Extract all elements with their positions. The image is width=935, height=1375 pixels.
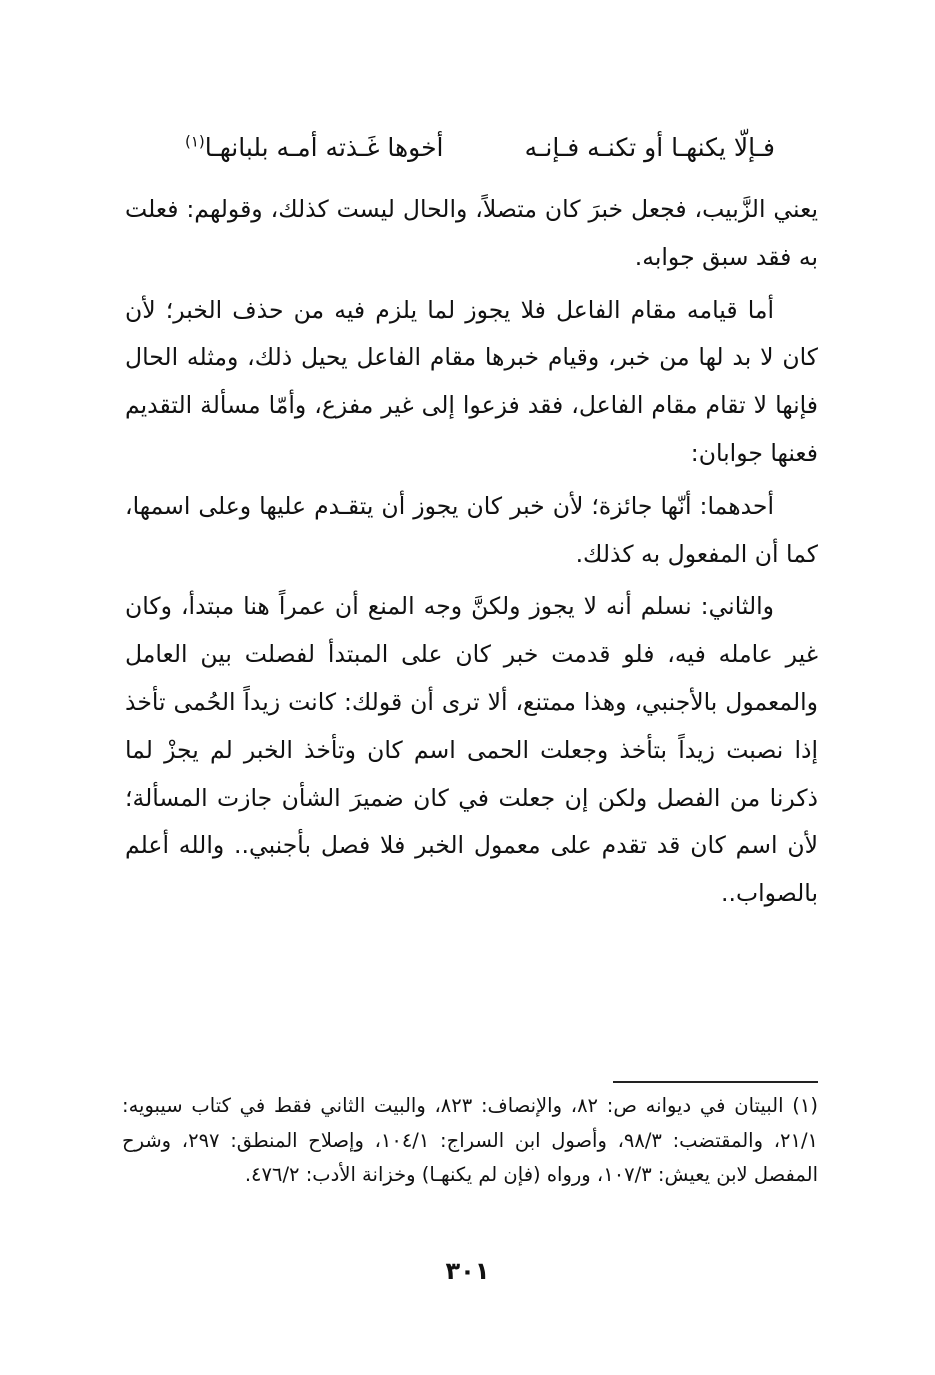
- verse-first-hemistich-text: فـإلّا يكنهـا أو تكنـه فـإنـه: [524, 133, 775, 162]
- verse-first-hemistich: [525, 126, 775, 170]
- paragraph-fail-substitute: أما قيامه مقام الفاعل فلا يجوز لما يلزم فيه من حذف الخبر؛ لأن كان لا بد لها من خبر، وقيام خبرها مقام الفاعل يحيل ذلك، ومثله الحال فإنها لا تقام مقام الفاعل، فقد فزعوا إلى غير مفزع، وأمّا مسألة التقديم فعنها جوابان:: [125, 295, 818, 467]
- paragraph-first-answer: أحدهما: أنّها جائزة؛ لأن خبر كان يجوز أن يتقـدم عليها وعلى اسمها، كما أن المفعول به كذلك.: [125, 491, 818, 568]
- verse-second-hemistich-text: أخوها غَـذته أمـه بلبانهـا: [204, 133, 444, 162]
- footnote-separator: [613, 1081, 818, 1083]
- paragraph-explanation: يعني الزَّبيب، فجعل خبرَ كان متصلاً، والحال ليست كذلك، وقولهم: فعلت به فقد سبق جوابه.: [125, 195, 818, 271]
- poetry-verse: [185, 126, 775, 170]
- page-number: ٣٠١: [445, 1257, 490, 1285]
- footnote-text: (١) البيتان في ديوانه ص: ٨٢، والإنصاف: ٨٢٣، والبيت الثاني فقط في كتاب سيبويه: ٢١/١، والمقتضب: ٩٨/٣، وأصول ابن السراج: ١٠٤/١، وإصلاح المنطق: ٢٩٧، وشرح المفصل لابن يعيش: ١٠٧/٣، ورواه (فإن لم يكنهـا) وخزانة الأدب: ٤٧٦/٢.: [122, 1094, 818, 1186]
- verse-second-hemistich: [185, 126, 444, 170]
- paragraph-second-answer: والثاني: نسلم أنه لا يجوز ولكنَّ وجه المنع أن عمراً هنا مبتدأ، وكان غير عامله فيه، فلو قدمت خبر كان على المبتدأ لفصلت بين العامل والمعمول بالأجنبي، وهذا ممتنع، ألا ترى أن قولك: كانت زيداً الحُمى تأخذ إذا نصبت زيداً بتأخذ وجعلت الحمى اسم كان وتأخذ الخبر لم يجزْ لما ذكرنا من الفصل ولكن إن جعلت في كان ضميرَ الشأن جازت المسألة؛ لأن اسم كان قد تقدم على معمول الخبر فلا فصل بأجنبي.. والله أعلم بالصواب..: [125, 592, 818, 908]
- footnote-marker: (١): [185, 132, 205, 151]
- body-text: [125, 186, 818, 923]
